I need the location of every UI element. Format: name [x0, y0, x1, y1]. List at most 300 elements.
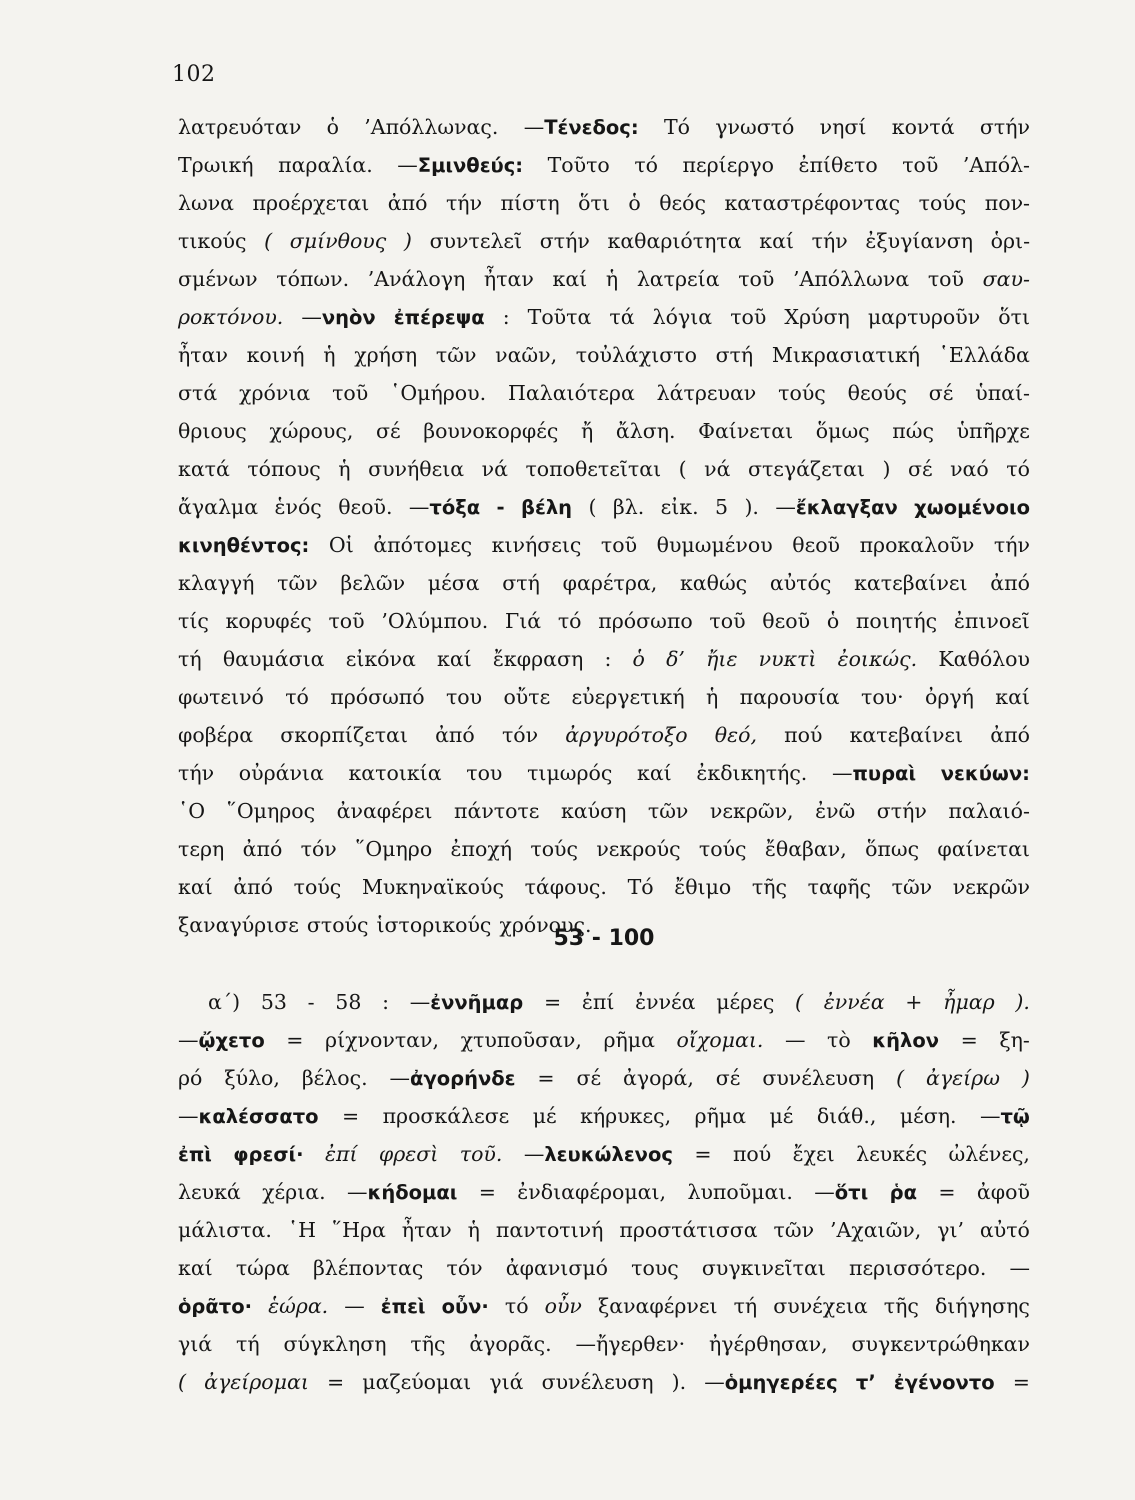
word: ἡ: [467, 1218, 480, 1242]
word: ξη-: [999, 1028, 1030, 1052]
text-line: [178, 184, 1030, 222]
word: κατά: [178, 457, 230, 481]
word: ἡ: [323, 343, 336, 367]
word: κήρυκες,: [580, 1104, 672, 1128]
word: κορυφές: [225, 609, 312, 633]
word: τερη: [178, 837, 225, 861]
word: ἐπὶ: [178, 1143, 212, 1166]
word: τό: [285, 685, 309, 709]
word: καί: [552, 267, 588, 291]
word: =: [326, 1370, 345, 1394]
word: λόγια: [652, 305, 713, 329]
word: προσκάλεσε: [382, 1104, 510, 1128]
word: Μικρασιατική: [771, 343, 920, 367]
word: ἀφοῦ: [976, 1180, 1030, 1204]
word: ὑπαί-: [975, 381, 1030, 405]
word: ἐγένοντο: [893, 1371, 995, 1394]
word: ’Ανάλογη: [367, 267, 466, 291]
word: γνωστό: [715, 115, 795, 139]
word: γι’: [937, 1218, 964, 1242]
word: θαυμάσια: [222, 647, 325, 671]
word: ).: [671, 1370, 687, 1394]
word: —: [344, 1294, 365, 1318]
word: τήν: [445, 191, 483, 215]
word: ἐοικώς.: [837, 647, 918, 671]
word: ῾Η: [287, 1218, 316, 1242]
word: βουνοκορφές: [423, 419, 559, 443]
word: δ’: [666, 647, 685, 671]
word: (: [795, 990, 804, 1014]
word: αὐτό: [979, 1218, 1030, 1242]
word: στήν: [876, 799, 927, 823]
word: νησί: [819, 115, 867, 139]
word: τ’: [855, 1371, 876, 1394]
word: νεκρῶν,: [709, 799, 794, 823]
word: Χρύση: [784, 305, 850, 329]
word: ρῆμα: [694, 1104, 747, 1128]
word: ἱστορικούς: [376, 913, 492, 937]
word: ’Απόλ-: [962, 153, 1030, 177]
word: ῞Ομηρο: [355, 837, 433, 861]
word: τοῦ: [600, 533, 638, 557]
word: ἀπότομες: [373, 533, 473, 557]
text-line: [178, 146, 1030, 184]
word: τιμωρός: [527, 761, 613, 785]
text-line: [178, 1135, 1030, 1173]
word: κινηθέντος:: [178, 534, 310, 557]
word: =: [694, 1142, 712, 1166]
word: φαίνεται: [937, 837, 1030, 861]
word: +: [905, 990, 923, 1014]
word: -: [496, 496, 505, 519]
word: ῾Ελλάδα: [938, 343, 1030, 367]
word: κοινή: [246, 343, 305, 367]
word: ῞Ηρα: [331, 1218, 386, 1242]
word: τώρα: [235, 1256, 290, 1280]
word: τῶν: [891, 875, 933, 899]
word: ).: [1015, 990, 1030, 1014]
word: πον-: [984, 191, 1030, 215]
word: κατοικία: [348, 761, 442, 785]
word: σμίνθους: [289, 229, 387, 253]
word: ὁ: [326, 115, 339, 139]
word: τοῦ: [902, 153, 939, 177]
word: ἦταν: [483, 267, 534, 291]
word: ξύλο,: [224, 1066, 280, 1090]
word: =: [478, 1180, 496, 1204]
word: σέ: [576, 1066, 602, 1090]
text-line: [178, 450, 1030, 488]
word: (: [178, 1370, 186, 1394]
word: ἀγορά,: [623, 1066, 694, 1090]
word: —νηὸν: [301, 305, 376, 329]
word: πρόσωπο: [598, 609, 693, 633]
word: ὠλένες,: [948, 1142, 1030, 1166]
word: τοῦ: [332, 381, 369, 405]
word: βέλη: [521, 496, 573, 519]
word: καί: [995, 685, 1030, 709]
word: α΄): [208, 990, 241, 1014]
word: ἐποχή: [450, 837, 513, 861]
word: γιά: [178, 1332, 213, 1356]
word: τῶν: [647, 799, 689, 823]
text-line: [178, 1173, 1030, 1211]
word: :: [604, 647, 612, 671]
text-line: [178, 412, 1030, 450]
word: τούς: [530, 837, 578, 861]
word: =: [960, 1028, 978, 1052]
word: εἰκ.: [660, 495, 699, 519]
word: ἤιε: [706, 647, 738, 671]
word: ): [1021, 1066, 1030, 1090]
word: λατρευόταν: [178, 115, 302, 139]
word: ἀπό: [387, 191, 428, 215]
word: του·: [860, 685, 904, 709]
word: τοῦ.: [459, 1142, 503, 1166]
word: οὐράνια: [238, 761, 324, 785]
word: —Τένεδος:: [523, 115, 639, 139]
word: τῶν: [773, 1218, 815, 1242]
text-line: [178, 1325, 1030, 1363]
word: μέ: [769, 1104, 794, 1128]
word: φαρέτρα,: [562, 571, 658, 595]
text-line: [178, 374, 1030, 412]
word: στεγάζεται: [747, 457, 865, 481]
word: —κήδομαι: [346, 1180, 458, 1204]
word: τόν: [446, 1256, 483, 1280]
word: σέ: [375, 419, 401, 443]
word: συγκεντρώθηκαν: [851, 1332, 1030, 1356]
word: ἦταν: [401, 1218, 452, 1242]
word: διάθ.,: [816, 1104, 877, 1128]
word: τους: [631, 1256, 679, 1280]
word: ’Αχαιῶν,: [829, 1218, 922, 1242]
word: ).: [744, 495, 759, 519]
word: τίς: [178, 609, 209, 633]
word: παλαιό-: [948, 799, 1030, 823]
word: βλ.: [612, 495, 645, 519]
text-line: [178, 792, 1030, 830]
word: =: [1012, 1370, 1030, 1394]
word: ): [403, 229, 412, 253]
word: βελῶν: [340, 571, 406, 595]
word: =: [537, 1066, 555, 1090]
word: νά: [481, 457, 508, 481]
word: ρίχνονταν,: [325, 1028, 439, 1052]
word: ὅτι: [578, 191, 610, 215]
word: φοβέρα: [178, 723, 254, 747]
word: ὁ: [628, 191, 641, 215]
word: λωνα: [178, 191, 235, 215]
text-line: [178, 983, 1030, 1021]
text-line: [178, 830, 1030, 868]
commentary-paragraph-1: [178, 108, 1030, 944]
word: ἤ: [580, 419, 594, 443]
word: τό: [1006, 457, 1030, 481]
word: ὅπως: [865, 837, 920, 861]
word: ἑνός: [274, 495, 322, 519]
word: 5: [715, 495, 729, 519]
text-line: [178, 1287, 1030, 1325]
word: τοποθετεῖται: [525, 457, 662, 481]
word: (: [264, 229, 273, 253]
word: νά: [704, 457, 731, 481]
word: —ἔκλαγξαν: [775, 495, 898, 519]
word: τὸ: [827, 1028, 851, 1052]
word: ῾Ο: [178, 799, 206, 823]
word: ποιητής: [855, 609, 938, 633]
word: κινήσεις: [491, 533, 582, 557]
word: ὁρᾶτο·: [178, 1295, 253, 1318]
word: λευκές: [856, 1142, 928, 1166]
word: =: [286, 1028, 304, 1052]
word: μάλιστα.: [178, 1218, 272, 1242]
word: ἄγαλμα: [178, 495, 259, 519]
text-line: [178, 1097, 1030, 1135]
word: ἡ: [705, 685, 719, 709]
word: ὅμως: [815, 419, 870, 443]
word: στούς: [306, 913, 369, 937]
word: μέση.: [899, 1104, 957, 1128]
word: συνέλευση: [762, 1066, 875, 1090]
word: τῶν: [277, 571, 318, 595]
word: καθαριότητα: [607, 229, 742, 253]
word: πρόσωπό: [330, 685, 425, 709]
word: μαρτυροῦν: [867, 305, 981, 329]
word: ἐνδιαφέρομαι,: [517, 1180, 667, 1204]
word: ἑώρα.: [268, 1294, 329, 1318]
word: ’Απόλλωνα: [793, 267, 910, 291]
word: καί: [759, 229, 794, 253]
text-line: [178, 678, 1030, 716]
word: ἀπό: [435, 723, 475, 747]
word: ἦταν: [178, 343, 228, 367]
word: σύγκληση: [283, 1332, 387, 1356]
word: τούς: [698, 837, 747, 861]
text-line: [178, 868, 1030, 906]
word: =: [938, 1180, 956, 1204]
word: —: [784, 1028, 806, 1052]
word: θεοῦ: [792, 533, 841, 557]
text-line: [178, 260, 1030, 298]
word: Γιά: [505, 609, 542, 633]
word: ὁ: [826, 609, 840, 633]
word: λευκά: [178, 1180, 241, 1204]
word: συνήθεια: [368, 457, 465, 481]
word: ἐπί: [324, 1142, 358, 1166]
word: συνέχεια: [773, 1294, 868, 1318]
word: ὁρι-: [990, 229, 1030, 253]
word: ἔκφραση: [492, 647, 584, 671]
word: Μυκηναϊκούς: [361, 875, 504, 899]
word: προκαλοῦν: [859, 533, 975, 557]
word: —Σμινθεύς:: [397, 153, 524, 177]
word: τόν: [300, 837, 337, 861]
word: συγκινεῖται: [701, 1256, 826, 1280]
word: ἐπί: [581, 990, 615, 1014]
word: χρόνους.: [499, 913, 592, 937]
word: στήν: [979, 115, 1030, 139]
word: τή: [178, 647, 202, 671]
word: τοῦ: [709, 609, 746, 633]
word: μαζεύομαι: [362, 1370, 472, 1394]
word: ῾Ομήρου.: [390, 381, 487, 405]
word: =: [341, 1104, 360, 1128]
word: ἐννέα: [635, 990, 696, 1014]
word: ἀργυρότοξο: [565, 723, 688, 747]
word: ’Απόλλωνας.: [364, 115, 499, 139]
word: στά: [178, 381, 218, 405]
word: ὁ: [632, 647, 645, 671]
word: —καλέσσατο: [178, 1104, 319, 1128]
word: εἰκόνα: [345, 647, 416, 671]
word: :: [382, 990, 390, 1014]
word: ἐξυγίανση: [865, 229, 973, 253]
word: λατρεία: [636, 267, 720, 291]
word: λάτρευαν: [656, 381, 757, 405]
word: ξαναγύρισε: [178, 913, 299, 937]
word: τόπους: [247, 457, 321, 481]
word: Φαίνεται: [698, 419, 794, 443]
word: ἡ: [605, 267, 619, 291]
word: ταφῆς: [807, 875, 871, 899]
word: (: [588, 495, 597, 519]
word: μέρες: [716, 990, 775, 1014]
word: ναῶν,: [495, 343, 558, 367]
word: τούς: [918, 191, 967, 215]
word: Τό: [663, 115, 690, 139]
word: τό: [634, 153, 658, 177]
word: μέ: [532, 1104, 557, 1128]
word: Τοῦτα: [527, 305, 592, 329]
word: τῆς: [410, 1332, 446, 1356]
word: καθώς: [679, 571, 748, 595]
word: αὐτός: [769, 571, 832, 595]
word: ἠγέρθησαν,: [709, 1332, 828, 1356]
word: πώς: [892, 419, 934, 443]
text-line: [178, 640, 1030, 678]
word: τικούς: [178, 229, 247, 253]
word: ἀγείρομαι: [204, 1370, 309, 1394]
word: ἔχει: [792, 1142, 835, 1166]
word: —: [1009, 1256, 1030, 1280]
word: τοῦ: [738, 267, 775, 291]
word: ἀγορᾶς.: [469, 1332, 552, 1356]
word: ἀπό: [233, 875, 274, 899]
word: ρό: [178, 1066, 203, 1090]
word: τό: [557, 609, 582, 633]
word: Τό: [627, 875, 654, 899]
word: ῥα: [889, 1181, 917, 1204]
word: ἀναφέρει: [336, 799, 433, 823]
word: χρόνια: [239, 381, 311, 405]
word: χρήση: [354, 343, 418, 367]
text-line: [178, 488, 1030, 526]
word: οὖν·: [441, 1295, 489, 1318]
word: τόν: [501, 723, 539, 747]
word: οὔτε: [503, 685, 551, 709]
word: διήγησης: [934, 1294, 1030, 1318]
word: παρουσία: [739, 685, 840, 709]
word: γιά: [489, 1370, 524, 1394]
word: σαυ-: [982, 267, 1030, 291]
word: —πυραὶ: [832, 761, 917, 785]
word: κῆλον: [872, 1029, 940, 1052]
word: —ὁμηγερέες: [704, 1370, 838, 1394]
word: σέ: [928, 381, 954, 405]
word: σκορπίζεται: [280, 723, 408, 747]
word: τήν: [811, 229, 848, 253]
word: πού: [784, 723, 823, 747]
word: ἡ: [338, 457, 351, 481]
word: τήν: [993, 533, 1030, 557]
word: θεοῦ: [762, 609, 811, 633]
text-line: [178, 222, 1030, 260]
word: —ὅτι: [814, 1180, 869, 1204]
word: φρεσί·: [233, 1143, 304, 1166]
text-line: [178, 754, 1030, 792]
word: παραλία.: [278, 153, 373, 177]
word: ροκτόνου.: [178, 305, 284, 329]
word: τῶν: [435, 343, 477, 367]
word: καί: [178, 1256, 213, 1280]
word: θεοῦ.: [338, 495, 393, 519]
word: περισσότερο.: [848, 1256, 987, 1280]
word: ὀργή: [924, 685, 974, 709]
word: τοῦ: [328, 609, 365, 633]
word: νεκρούς: [596, 837, 681, 861]
word: πού: [732, 1142, 772, 1166]
text-line: [178, 1021, 1030, 1059]
word: ἔθαβαν,: [764, 837, 847, 861]
word: ἐπέρεψα: [393, 306, 485, 329]
word: κατεβαίνει: [854, 571, 968, 595]
word: ρῆμα: [603, 1028, 655, 1052]
word: του: [445, 685, 483, 709]
word: Τρωική: [178, 153, 254, 177]
word: τῆς: [883, 1294, 919, 1318]
word: μέσα: [427, 571, 480, 595]
word: οἴχομαι.: [676, 1028, 764, 1052]
word: ξαναφέρνει: [597, 1294, 718, 1318]
text-line: [178, 108, 1030, 146]
word: =: [543, 990, 562, 1014]
word: —ἀγορήνδε: [389, 1066, 516, 1090]
word: ναό: [950, 457, 989, 481]
word: φωτεινό: [178, 685, 264, 709]
word: στήν: [539, 229, 590, 253]
word: στή: [502, 571, 540, 595]
word: Καθόλου: [938, 647, 1030, 671]
word: ἐπινοεῖ: [953, 609, 1030, 633]
word: —ἐννῆμαρ: [409, 990, 524, 1014]
word: Οἱ: [328, 533, 354, 557]
commentary-paragraph-2: [178, 983, 1030, 1401]
word: νεκύων:: [940, 762, 1030, 785]
word: κοντά: [891, 115, 955, 139]
word: ἐπεὶ: [380, 1295, 426, 1318]
word: ἀφανισμό: [505, 1256, 608, 1280]
word: καί: [178, 875, 213, 899]
word: Παλαιότερα: [508, 381, 635, 405]
word: πάντοτε: [454, 799, 540, 823]
word: ῞Ομηρος: [226, 799, 316, 823]
word: οὖν: [544, 1294, 582, 1318]
word: πίστη: [500, 191, 560, 215]
word: ἀγείρω: [926, 1066, 1000, 1090]
word: νεκρῶν: [952, 875, 1030, 899]
text-line: [178, 336, 1030, 374]
